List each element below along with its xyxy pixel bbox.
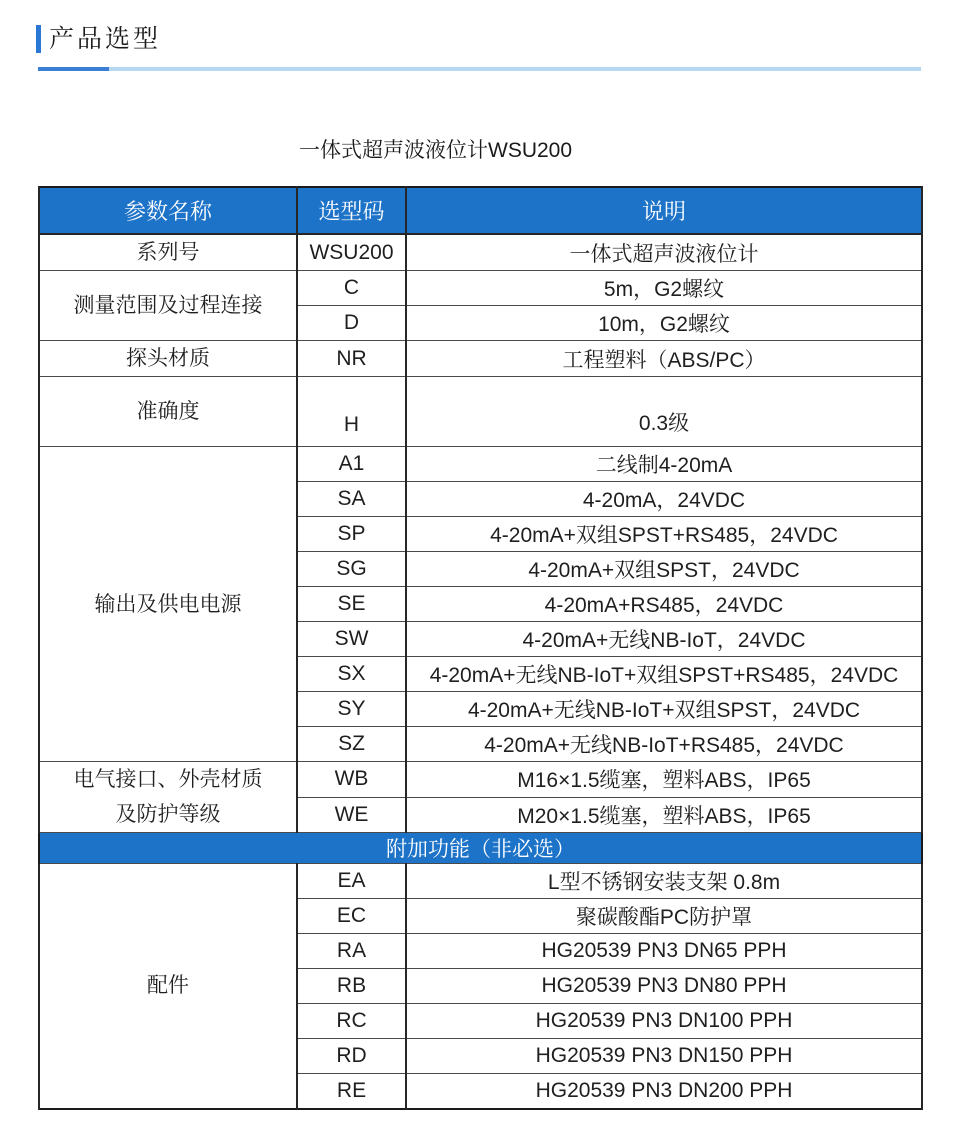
desc-cell: 10m，G2螺纹 bbox=[406, 306, 922, 341]
desc-cell: 5m，G2螺纹 bbox=[406, 271, 922, 306]
param-cell: 准确度 bbox=[39, 377, 297, 447]
section-header bbox=[36, 25, 960, 53]
desc-cell: 4-20mA，24VDC bbox=[406, 482, 922, 517]
page bbox=[0, 25, 960, 1146]
table-row bbox=[39, 377, 922, 447]
table-row bbox=[39, 762, 922, 798]
param-cell: 配件 bbox=[39, 864, 297, 1109]
param-cell: 测量范围及过程连接 bbox=[39, 271, 297, 341]
code-cell: SA bbox=[297, 482, 406, 517]
code-cell: WSU200 bbox=[297, 234, 406, 271]
code-cell: SG bbox=[297, 552, 406, 587]
addon-banner: 附加功能（非必选） bbox=[39, 833, 922, 864]
param-cell: 输出及供电电源 bbox=[39, 447, 297, 762]
header-desc: 说明 bbox=[406, 187, 922, 234]
desc-cell: 0.3级 bbox=[406, 377, 922, 447]
code-cell: H bbox=[297, 377, 406, 447]
code-cell: SZ bbox=[297, 727, 406, 762]
desc-cell: 4-20mA+无线NB-IoT，24VDC bbox=[406, 622, 922, 657]
desc-cell: HG20539 PN3 DN65 PPH bbox=[406, 934, 922, 969]
section-title: 产品选型 bbox=[49, 25, 162, 53]
code-cell: RE bbox=[297, 1074, 406, 1109]
desc-cell: 4-20mA+无线NB-IoT+RS485，24VDC bbox=[406, 727, 922, 762]
code-cell: EC bbox=[297, 899, 406, 934]
table-row bbox=[39, 234, 922, 271]
code-cell: SY bbox=[297, 692, 406, 727]
desc-cell: 二线制4-20mA bbox=[406, 447, 922, 482]
param-cell bbox=[39, 762, 297, 833]
desc-cell: HG20539 PN3 DN200 PPH bbox=[406, 1074, 922, 1109]
code-cell: SP bbox=[297, 517, 406, 552]
table-row bbox=[39, 864, 922, 899]
code-cell: SX bbox=[297, 657, 406, 692]
code-cell: EA bbox=[297, 864, 406, 899]
param-cell: 系列号 bbox=[39, 234, 297, 271]
desc-cell: HG20539 PN3 DN150 PPH bbox=[406, 1039, 922, 1074]
code-cell: D bbox=[297, 306, 406, 341]
desc-cell: 聚碳酸酯PC防护罩 bbox=[406, 899, 922, 934]
section-divider-accent bbox=[38, 67, 109, 71]
desc-cell: L型不锈钢安装支架 0.8m bbox=[406, 864, 922, 899]
param-cell: 探头材质 bbox=[39, 341, 297, 377]
table-row bbox=[39, 447, 922, 482]
product-selection-table bbox=[38, 186, 923, 1110]
code-cell: RB bbox=[297, 969, 406, 1004]
table-banner-row bbox=[39, 833, 922, 864]
table-header-row bbox=[39, 187, 922, 234]
desc-cell: 4-20mA+RS485，24VDC bbox=[406, 587, 922, 622]
header-param: 参数名称 bbox=[39, 187, 297, 234]
desc-cell: 4-20mA+双组SPST，24VDC bbox=[406, 552, 922, 587]
code-cell: RA bbox=[297, 934, 406, 969]
desc-cell: 4-20mA+无线NB-IoT+双组SPST+RS485，24VDC bbox=[406, 657, 922, 692]
desc-cell: 4-20mA+无线NB-IoT+双组SPST，24VDC bbox=[406, 692, 922, 727]
desc-cell: M16×1.5缆塞，塑料ABS，IP65 bbox=[406, 762, 922, 798]
code-cell: NR bbox=[297, 341, 406, 377]
section-accent-bar bbox=[36, 25, 41, 53]
param-line-1: 电气接口、外壳材质 bbox=[73, 768, 263, 791]
code-cell: SE bbox=[297, 587, 406, 622]
desc-cell: M20×1.5缆塞，塑料ABS，IP65 bbox=[406, 797, 922, 833]
code-cell: WB bbox=[297, 762, 406, 798]
desc-cell: 4-20mA+双组SPST+RS485，24VDC bbox=[406, 517, 922, 552]
table-row bbox=[39, 341, 922, 377]
desc-cell: 一体式超声波液位计 bbox=[406, 234, 922, 271]
code-cell: WE bbox=[297, 797, 406, 833]
code-cell: SW bbox=[297, 622, 406, 657]
desc-cell: 工程塑料（ABS/PC） bbox=[406, 341, 922, 377]
code-cell: RD bbox=[297, 1039, 406, 1074]
section-divider bbox=[38, 67, 921, 71]
code-cell: C bbox=[297, 271, 406, 306]
code-cell: A1 bbox=[297, 447, 406, 482]
code-cell: RC bbox=[297, 1004, 406, 1039]
table-title: 一体式超声波液位计WSU200 bbox=[299, 139, 573, 162]
table-row bbox=[39, 271, 922, 306]
header-code: 选型码 bbox=[297, 187, 406, 234]
param-line-2: 及防护等级 bbox=[115, 803, 221, 826]
desc-cell: HG20539 PN3 DN100 PPH bbox=[406, 1004, 922, 1039]
desc-cell: HG20539 PN3 DN80 PPH bbox=[406, 969, 922, 1004]
